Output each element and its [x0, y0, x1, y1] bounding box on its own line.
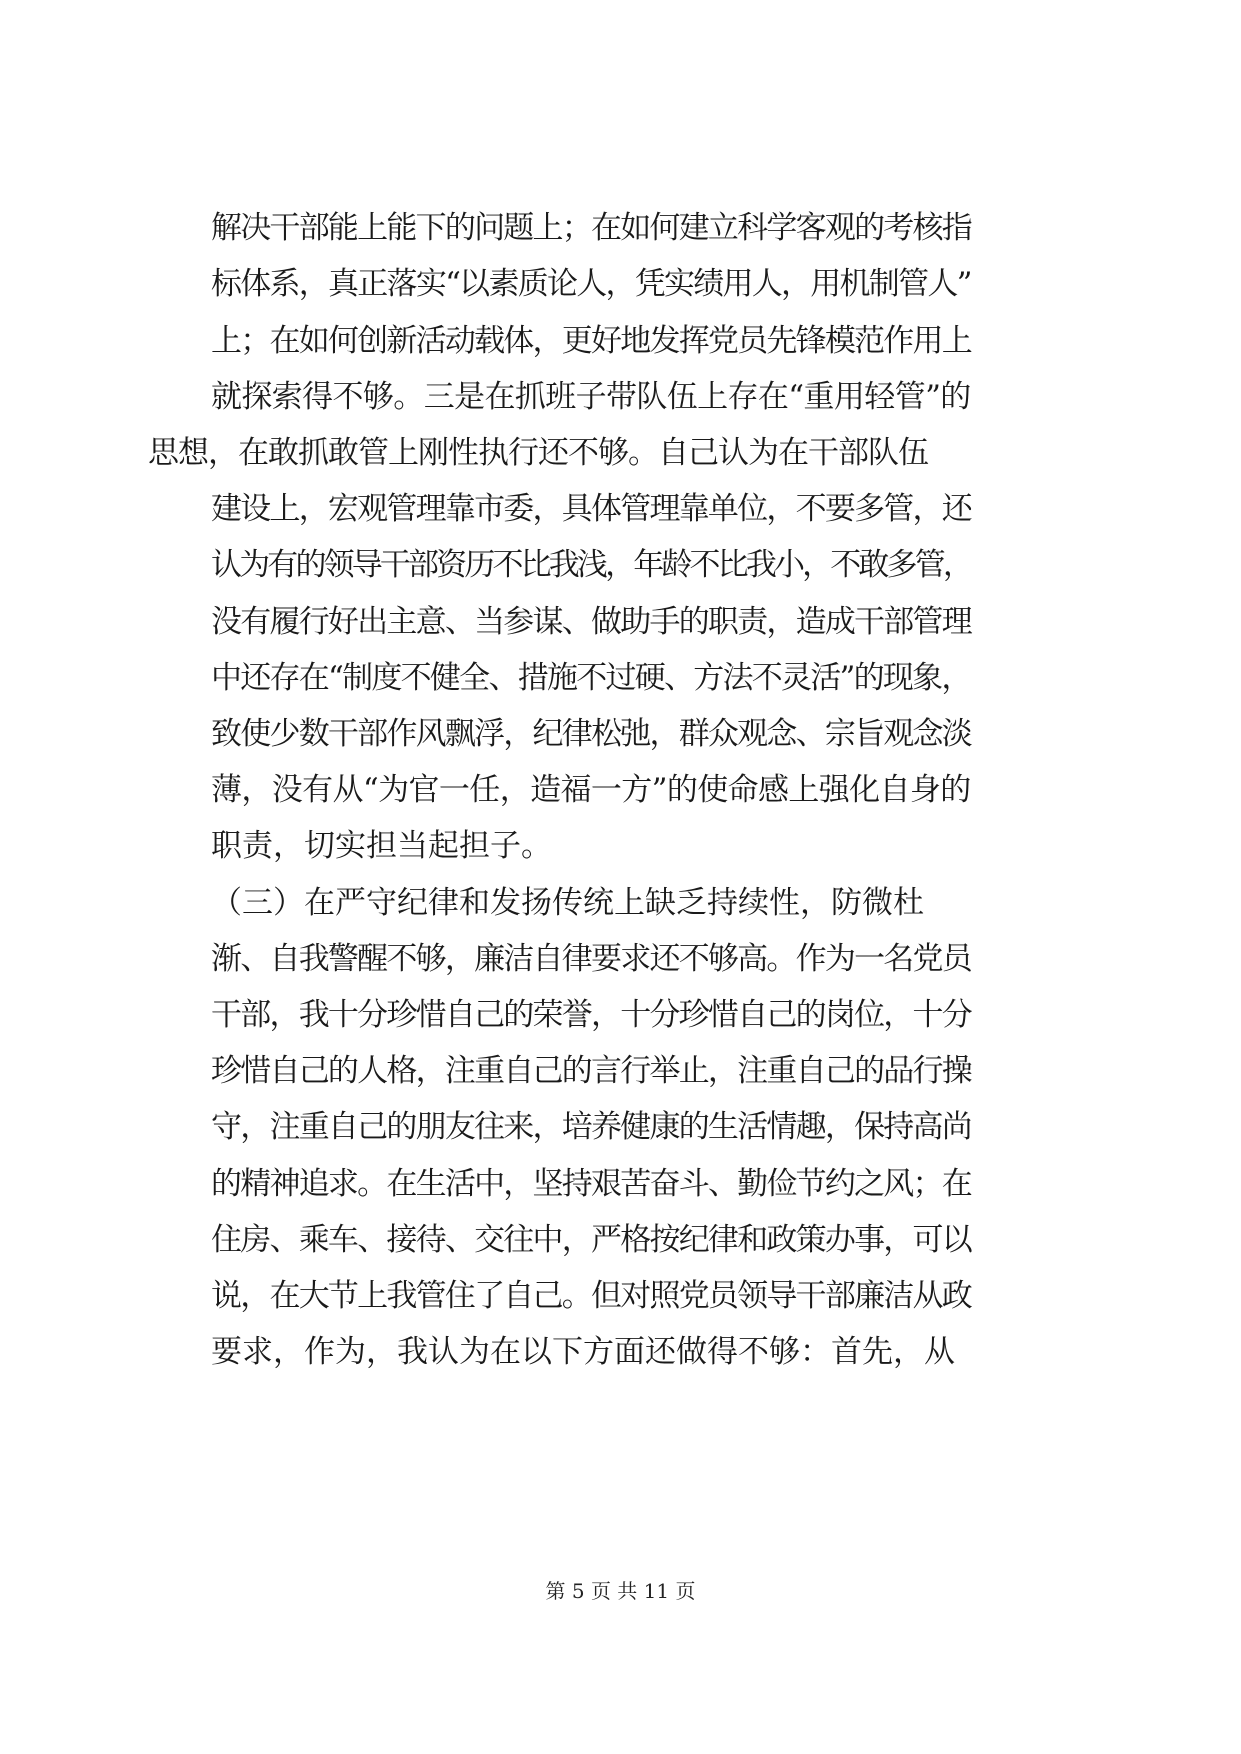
text-line: 没有履行好出主意、当参谋、做助手的职责，造成干部管理 [211, 604, 971, 640]
text-line: 渐、自我警醒不够，廉洁自律要求还不够高。作为一名党员 [211, 941, 971, 977]
text-line: 的精神追求。在生活中，坚持艰苦奋斗、勤俭节约之风；在 [211, 1166, 971, 1202]
text-line: 珍惜自己的人格，注重自己的言行举止，注重自己的品行操 [211, 1053, 971, 1089]
page-number-footer: 第 5 页 共 11 页 [545, 1579, 696, 1603]
text-line: 就探索得不够。三是在抓班子带队伍上存在“重用轻管”的 [211, 379, 971, 415]
text-line: 薄，没有从“为官一任，造福一方”的使命感上强化自身的 [211, 772, 971, 808]
text-line: 要求，作为，我认为在以下方面还做得不够：首先，从 [211, 1334, 955, 1370]
text-line: 守，注重自己的朋友往来，培养健康的生活情趣，保持高尚 [211, 1109, 971, 1145]
text-line: 认为有的领导干部资历不比我浅，年龄不比我小，不敢多管， [211, 547, 971, 583]
text-line: 职责，切实担当起担子。 [211, 828, 552, 864]
text-line: 标体系，真正落实“以素质论人，凭实绩用人，用机制管人” [211, 266, 971, 302]
text-line: 住房、乘车、接待、交往中，严格按纪律和政策办事，可以 [211, 1222, 971, 1258]
text-line: 解决干部能上能下的问题上；在如何建立科学客观的考核指 [211, 210, 971, 246]
text-line: 建设上，宏观管理靠市委，具体管理靠单位，不要多管，还 [211, 491, 971, 527]
text-line: 中还存在“制度不健全、措施不过硬、方法不灵活”的现象， [211, 660, 971, 696]
section-heading: （三）在严守纪律和发扬传统上缺乏持续性，防微杜 [211, 885, 924, 921]
text-line: 思想，在敢抓敢管上刚性执行还不够。自己认为在干部队伍 [148, 435, 928, 471]
text-line: 致使少数干部作风飘浮，纪律松弛，群众观念、宗旨观念淡 [211, 716, 971, 752]
text-line: 上；在如何创新活动载体，更好地发挥党员先锋模范作用上 [211, 323, 971, 359]
text-line: 干部，我十分珍惜自己的荣誉，十分珍惜自己的岗位，十分 [211, 997, 971, 1033]
text-line: 说，在大节上我管住了自己。但对照党员领导干部廉洁从政 [211, 1278, 971, 1314]
